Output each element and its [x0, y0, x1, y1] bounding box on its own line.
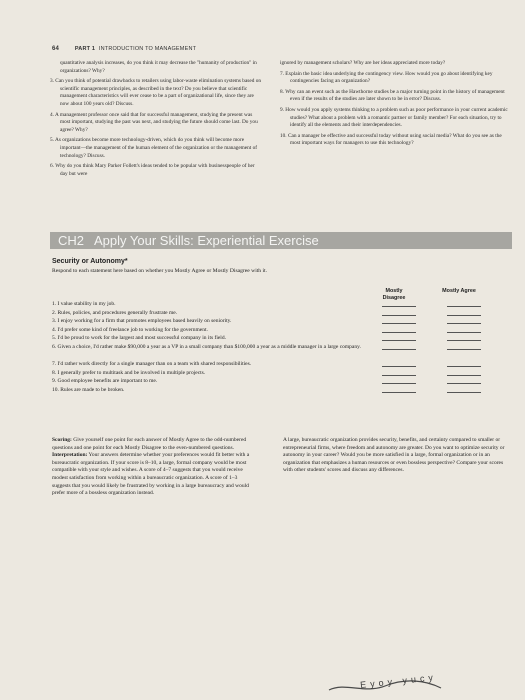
- statement-text: 1. I value stability in my job.: [52, 301, 116, 307]
- agree-blank[interactable]: [447, 332, 481, 333]
- statement-row: [52, 300, 512, 309]
- exercise-instructions: Respond to each statement here based on whether you Mostly Agree or Mostly Disagree with it.: [52, 268, 267, 274]
- statement-text: 10. Rules are made to be broken.: [52, 386, 125, 393]
- interpretation-label: Interpretation:: [52, 452, 88, 459]
- chapter-tag: CH2: [58, 233, 85, 248]
- disagree-blank[interactable]: [382, 366, 416, 367]
- statement-row: [52, 326, 512, 335]
- left-column: [50, 60, 262, 181]
- banner-title: Apply Your Skills: Experiential Exercise: [94, 233, 319, 248]
- scoring-text: Give yourself one point for each answer of Mostly Agree to the odd-numbered questions and one point for each Mostly Disagree to the even-numbered questions.: [52, 437, 247, 451]
- agree-blank[interactable]: [447, 392, 481, 393]
- agree-blank[interactable]: [447, 366, 481, 367]
- statement-row: [52, 360, 512, 369]
- column-header-agree: Mostly Agree: [442, 288, 476, 294]
- disagree-blank[interactable]: [382, 375, 416, 376]
- question-continuation: ignored by management scholars? Why are her ideas appreciated more today?: [280, 60, 446, 66]
- statement-row: [52, 317, 512, 326]
- disagree-blank[interactable]: [382, 349, 416, 350]
- agree-blank[interactable]: [447, 383, 481, 384]
- question-continuation: quantitative analysis increases, do you think it may decrease the "humanity of production" in organizations? Why?: [60, 60, 257, 74]
- agree-blank[interactable]: [447, 315, 481, 316]
- statement-text: 9. Good employee benefits are important to me.: [52, 378, 158, 385]
- agree-blank[interactable]: [447, 375, 481, 376]
- statement-text: 5. I'd be proud to work for the largest and most successful company in its field.: [52, 335, 226, 342]
- agree-blank[interactable]: [447, 340, 481, 341]
- statement-row: [52, 386, 512, 395]
- chapter-title: INTRODUCTION TO MANAGEMENT: [98, 46, 197, 52]
- statement-text: 3. I enjoy working for a firm that promotes employees based heavily on seniority.: [52, 318, 232, 325]
- statement-text: 4. I'd prefer some kind of freelance job to working for the government.: [52, 326, 208, 333]
- right-column: [280, 60, 512, 151]
- statement-row: [52, 309, 512, 318]
- question-6: 6. Why do you think Mary Parker Follett's ideas tended to be popular with businesspeople of her day but were: [50, 163, 255, 177]
- disagree-blank[interactable]: [382, 332, 416, 333]
- question-8: 8. Why can an event such as the Hawthorne studies be a major turning point in the history of management even if the results of the studies are later shown to be in error? Discuss.: [280, 88, 505, 103]
- disagree-blank[interactable]: [382, 340, 416, 341]
- agree-blank[interactable]: [447, 306, 481, 307]
- handwritten-note: Eyoy yucy: [359, 672, 438, 690]
- statement-row: [52, 369, 512, 378]
- page-number: 64: [52, 46, 60, 52]
- disagree-blank[interactable]: [382, 323, 416, 324]
- question-9: 9. How would you apply systems thinking to a problem such as poor performance in your current academic studies? What about a problem with a romantic partner or family member? For each situation, try to identify all the elements and their interdependencies.: [280, 106, 508, 129]
- disagree-blank[interactable]: [382, 383, 416, 384]
- part-label: PART 1: [74, 46, 96, 52]
- scoring-block: [52, 437, 252, 498]
- question-5: 5. As organizations become more technology-driven, which do you think will become more important—the management of the human element of the organization or the management of technology? Discuss.: [50, 137, 257, 159]
- disagree-blank[interactable]: [382, 315, 416, 316]
- statement-text: 6. Given a choice, I'd rather make $90,000 a year as a VP in a small company than $100,000 a year as a middle manager in a large company.: [52, 343, 361, 350]
- exercise-intro: [52, 258, 512, 301]
- interpretation-text: Your answers determine whether your preferences would fit better with a bureaucratic organization. If your score is 8–10, a large, formal company would be most compatible with your style and wishes. A score of 4–7 suggests that you would receive modest satisfaction from working within a bureaucratic organization. A score of 1–3 suggests that you would likely be frustrated by working in a large bureaucracy and would prefer more of a bossless organization instead.: [52, 452, 250, 497]
- statement-text: 8. I generally prefer to multitask and be involved in multiple projects.: [52, 369, 206, 376]
- statement-row: [52, 377, 512, 386]
- agree-blank[interactable]: [447, 349, 481, 350]
- statement-row: [52, 334, 512, 343]
- statement-row: [52, 343, 512, 360]
- column-header-disagree: Mostly Disagree: [382, 288, 406, 301]
- question-10: 10. Can a manager be effective and successful today without using social media? What do you see as the most important ways for managers to use this technology?: [280, 132, 502, 147]
- question-3: 3. Can you think of potential drawbacks to retailers using labor-waste elimination systems based on scientific management principles, as described in the text? Do you believe that scientific management characteristics will ever cease to be a part of organizational life, since they are now about 100 years old? Discuss.: [50, 78, 261, 107]
- disagree-blank[interactable]: [382, 306, 416, 307]
- discussion-questions: [50, 60, 512, 230]
- section-banner: [50, 232, 512, 249]
- summary-paragraph: A large, bureaucratic organization provides security, benefits, and certainty compared to smaller or entrepreneurial firms, where freedom and autonomy are greater. Do you want to optimize security or autonomy in your career? Would you be more satisfied in a large, formal organization or in an organization that emphasizes a human resources or even bossless perspective? Compare your scores with other students' scores and discuss any differences.: [283, 437, 505, 474]
- page-header: [52, 46, 505, 52]
- agree-blank[interactable]: [447, 323, 481, 324]
- statement-text: 7. I'd rather work directly for a single manager than on a team with shared responsibilities.: [52, 361, 252, 368]
- disagree-blank[interactable]: [382, 392, 416, 393]
- question-4: 4. A management professor once said that for successful management, studying the present was most important, studying the past was next, and studying the future should come last. Do you agree? Why?: [50, 111, 258, 133]
- scoring-label: Scoring:: [52, 437, 72, 443]
- statement-list: [52, 300, 512, 395]
- statement-text: 2. Rules, policies, and procedures generally frustrate me.: [52, 309, 178, 316]
- question-7: 7. Explain the basic idea underlying the contingency view. How would you go about identifying key contingencies facing an organization?: [280, 70, 493, 85]
- exercise-title: Security or Autonomy*: [52, 258, 128, 265]
